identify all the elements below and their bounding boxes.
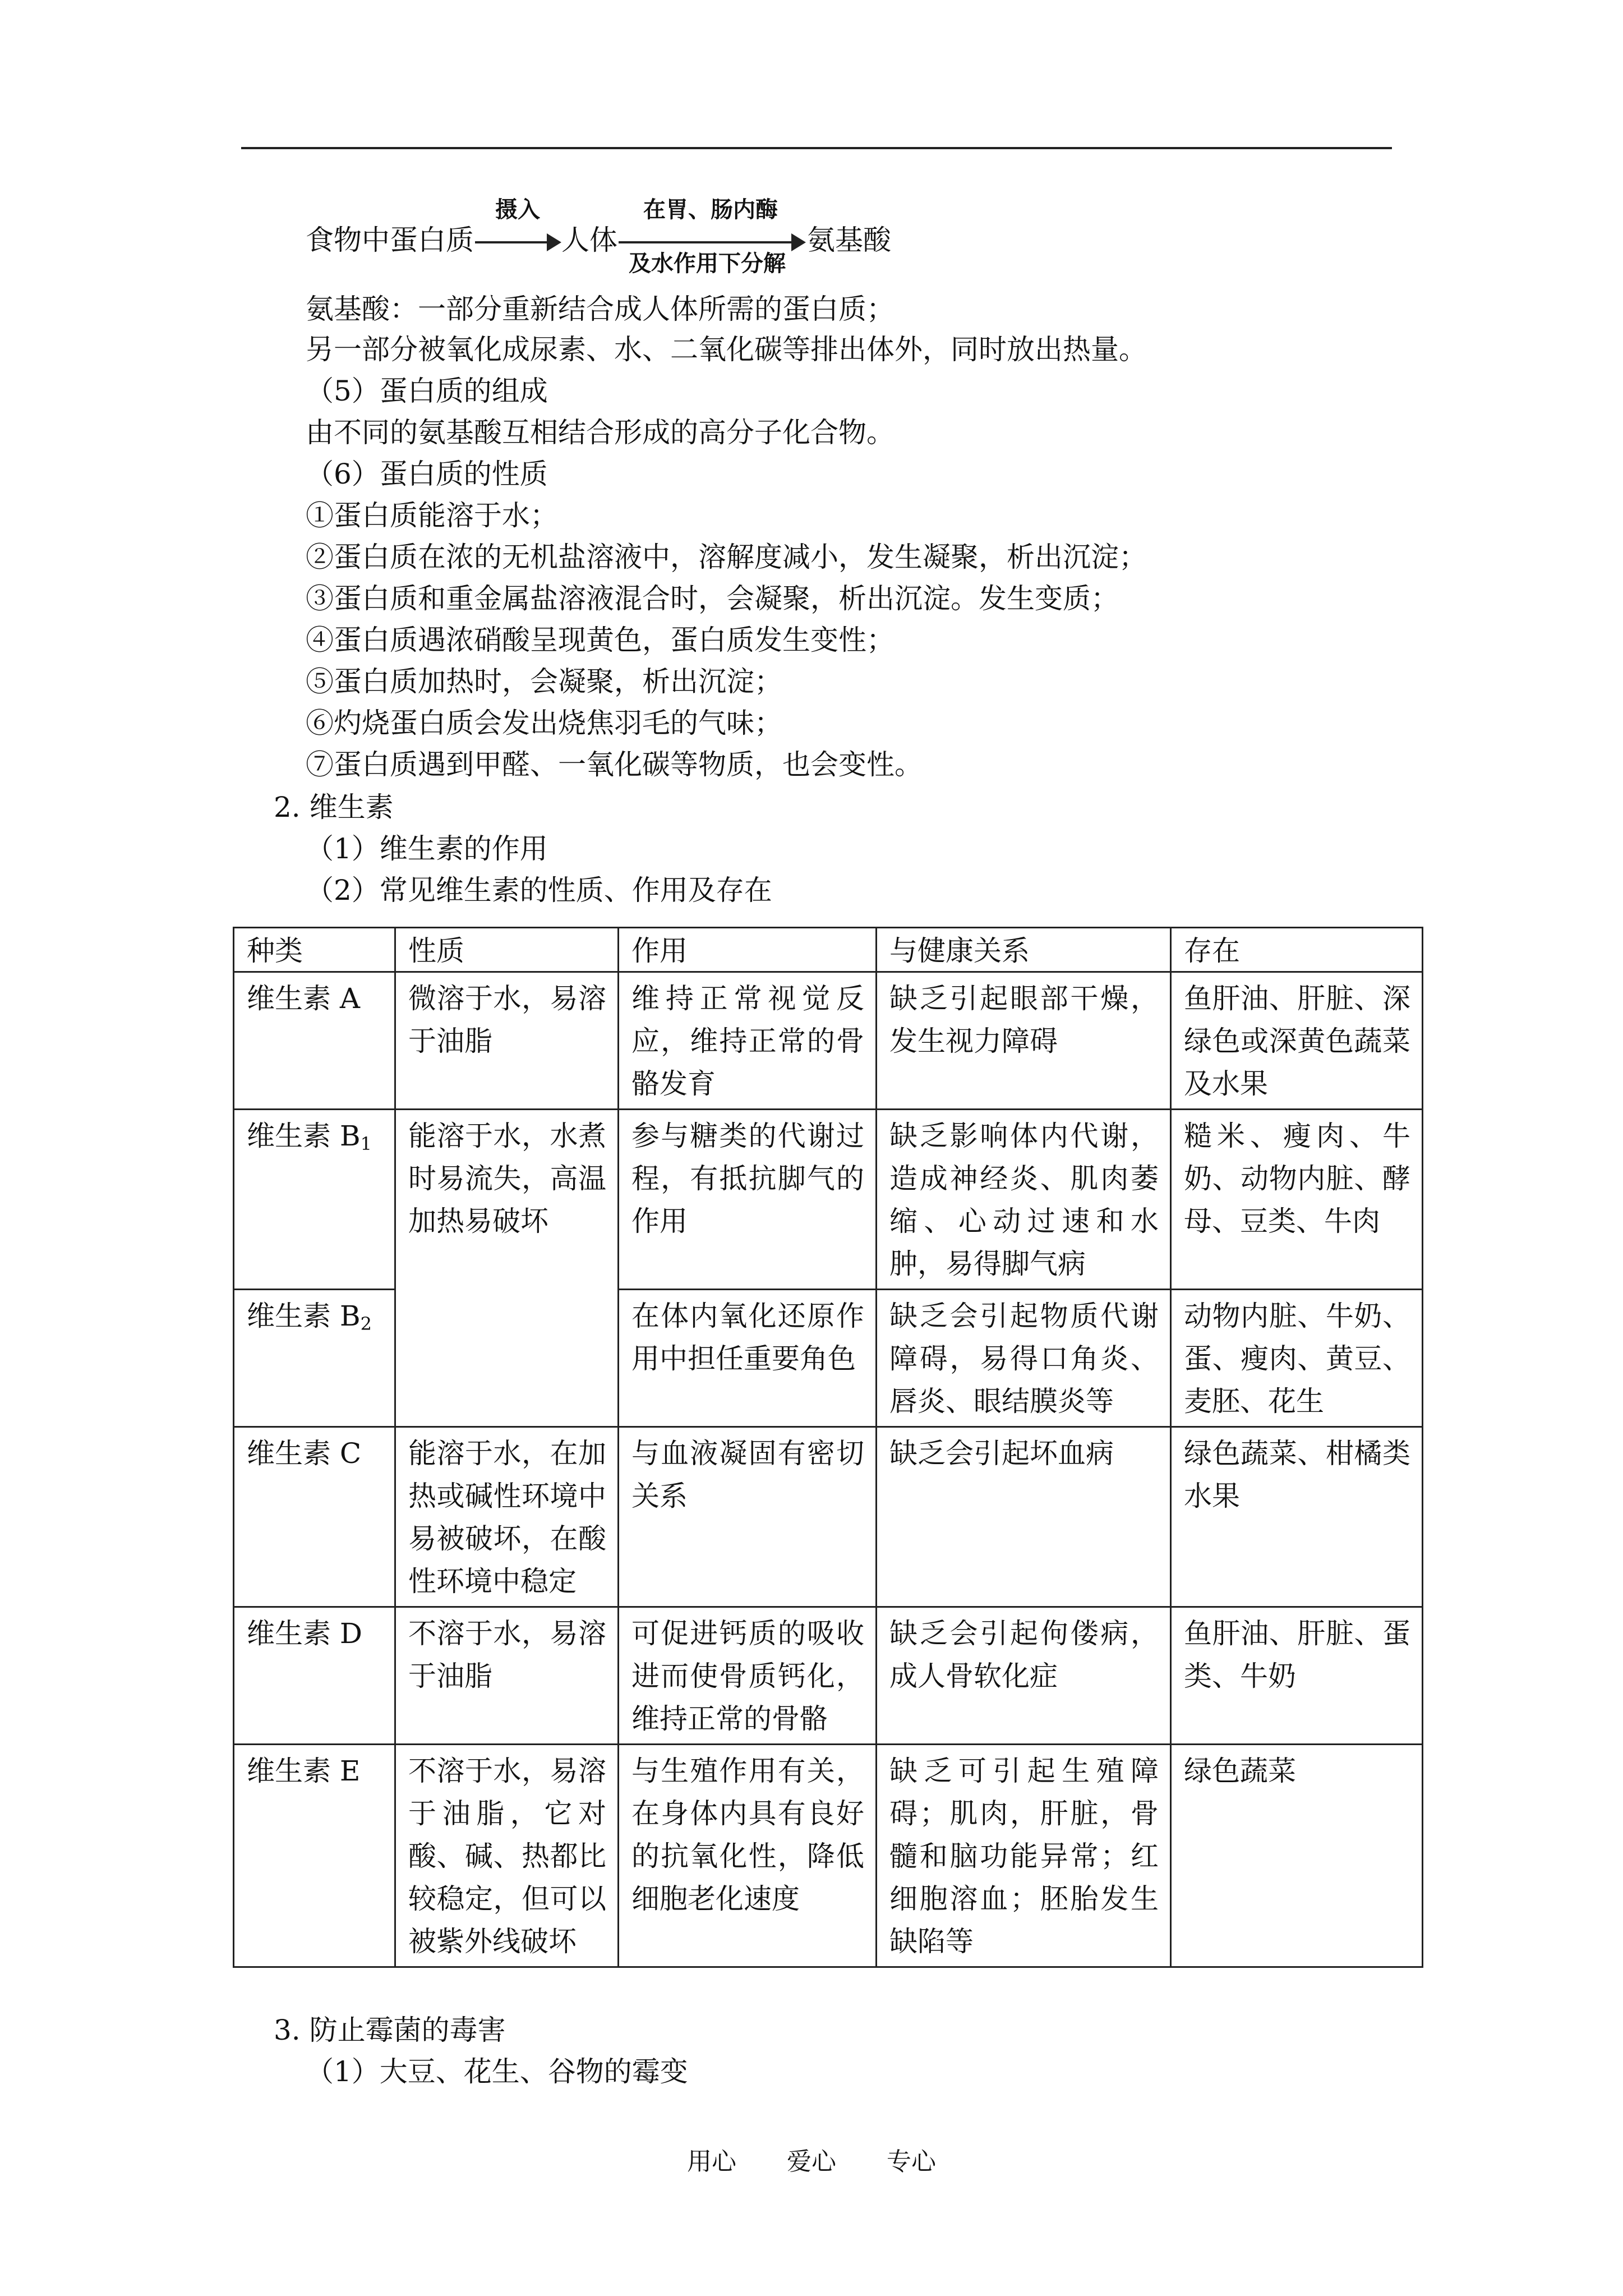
vitamin-kind: 维生素 C xyxy=(234,1427,395,1607)
vitamin-kind xyxy=(234,1290,395,1427)
text-line: 由不同的氨基酸互相结合形成的高分子化合物。 xyxy=(306,416,895,449)
footer-word: 用心 xyxy=(687,2147,736,2176)
reaction-middle: 人体 xyxy=(561,224,617,256)
reaction-arrow-1 xyxy=(475,241,559,243)
vitamin-health: 缺乏会引起佝偻病，成人骨软化症 xyxy=(877,1607,1171,1745)
vitamin-kind xyxy=(234,1110,395,1290)
vitamin-function: 与血液凝固有密切关系 xyxy=(619,1427,877,1607)
vitamin-table xyxy=(233,927,1423,1968)
reaction-product: 氨基酸 xyxy=(807,224,891,256)
table-row xyxy=(234,1110,1423,1290)
vitamin-function: 与生殖作用有关，在身体内具有良好的抗氧化性，降低细胞老化速度 xyxy=(619,1745,877,1967)
vitamin-property: 不溶于水，易溶于油脂 xyxy=(395,1607,619,1745)
table-header-cell: 存在 xyxy=(1171,928,1423,972)
reaction-source: 食物中蛋白质 xyxy=(306,224,474,256)
vitamin-property: 不溶于水，易溶于油脂，它对酸、碱、热都比较稳定，但可以被紫外线破坏 xyxy=(395,1745,619,1967)
section-heading: （2）常见维生素的性质、作用及存在 xyxy=(306,874,772,907)
vitamin-kind: 维生素 A xyxy=(234,972,395,1110)
text-line: 氨基酸：一部分重新结合成人体所需的蛋白质； xyxy=(306,293,895,325)
vitamin-kind-subscript: 1 xyxy=(360,1133,372,1154)
vitamin-health: 缺乏会引起坏血病 xyxy=(877,1427,1171,1607)
vitamin-kind-subscript: 2 xyxy=(360,1313,372,1335)
vitamin-property: 能溶于水，在加热或碱性环境中易被破坏，在酸性环境中稳定 xyxy=(395,1427,619,1607)
table-row xyxy=(234,1607,1423,1745)
vitamin-health: 缺乏引起眼部干燥，发生视力障碍 xyxy=(877,972,1171,1110)
table-row xyxy=(234,972,1423,1110)
vitamin-kind: 维生素 E xyxy=(234,1745,395,1967)
table-header-cell: 作用 xyxy=(619,928,877,972)
footer-word: 爱心 xyxy=(787,2147,836,2176)
table-header-cell: 种类 xyxy=(234,928,395,972)
vitamin-source: 糙米、瘦肉、牛奶、动物内脏、酵母、豆类、牛肉 xyxy=(1171,1110,1423,1290)
reaction-step2-label-bottom: 及水作用下分解 xyxy=(629,251,786,277)
reaction-step2-label-top: 在胃、肠内酶 xyxy=(643,197,778,223)
vitamin-kind-text: 维生素 B xyxy=(247,1120,361,1152)
list-item: ②蛋白质在浓的无机盐溶液中，溶解度减小，发生凝聚，析出沉淀； xyxy=(306,541,1147,573)
list-item: ①蛋白质能溶于水； xyxy=(306,499,558,532)
section-heading: （5）蛋白质的组成 xyxy=(306,375,548,407)
vitamin-source: 动物内脏、牛奶、蛋、瘦肉、黄豆、麦胚、花生 xyxy=(1171,1290,1423,1427)
vitamin-function: 参与糖类的代谢过程，有抵抗脚气的作用 xyxy=(619,1110,877,1290)
vitamin-function: 可促进钙质的吸收进而使骨质钙化，维持正常的骨骼 xyxy=(619,1607,877,1745)
reaction-step1-label: 摄入 xyxy=(495,197,540,223)
page-footer xyxy=(0,2147,1623,2176)
vitamin-function: 维持正常视觉反应，维持正常的骨骼发育 xyxy=(619,972,877,1110)
section-heading: （1）维生素的作用 xyxy=(306,832,548,865)
section-heading: （1）大豆、花生、谷物的霉变 xyxy=(306,2055,688,2088)
list-item: ⑤蛋白质加热时，会凝聚，析出沉淀； xyxy=(306,665,782,698)
list-item: ⑦蛋白质遇到甲醛、一氧化碳等物质，也会变性。 xyxy=(306,748,923,781)
table-header-row xyxy=(234,928,1423,972)
vitamin-source: 绿色蔬菜 xyxy=(1171,1745,1423,1967)
table-header-cell: 性质 xyxy=(395,928,619,972)
vitamin-health: 缺乏可引起生殖障碍；肌肉，肝脏，骨髓和脑功能异常；红细胞溶血；胚胎发生缺陷等 xyxy=(877,1745,1171,1967)
section-heading: 2. 维生素 xyxy=(274,791,394,823)
vitamin-health: 缺乏影响体内代谢，造成神经炎、肌肉萎缩、心动过速和水肿，易得脚气病 xyxy=(877,1110,1171,1290)
header-rule xyxy=(241,147,1392,149)
vitamin-property: 微溶于水，易溶于油脂 xyxy=(395,972,619,1110)
vitamin-source: 鱼肝油、肝脏、深绿色或深黄色蔬菜及水果 xyxy=(1171,972,1423,1110)
vitamin-property: 能溶于水，水煮时易流失，高温加热易破坏 xyxy=(395,1110,619,1427)
list-item: ⑥灼烧蛋白质会发出烧焦羽毛的气味； xyxy=(306,707,782,739)
reaction-arrow-2 xyxy=(619,241,804,243)
text-line: 另一部分被氧化成尿素、水、二氧化碳等排出体外，同时放出热量。 xyxy=(306,333,1147,366)
table-row xyxy=(234,1745,1423,1967)
protein-digestion-equation xyxy=(306,178,1091,307)
vitamin-kind-text: 维生素 B xyxy=(247,1300,361,1332)
vitamin-health: 缺乏会引起物质代谢障碍，易得口角炎、唇炎、眼结膜炎等 xyxy=(877,1290,1171,1427)
section-heading: 3. 防止霉菌的毒害 xyxy=(274,2014,506,2046)
list-item: ③蛋白质和重金属盐溶液混合时，会凝聚，析出沉淀。发生变质； xyxy=(306,582,1119,615)
footer-word: 专心 xyxy=(887,2147,936,2176)
vitamin-source: 鱼肝油、肝脏、蛋类、牛奶 xyxy=(1171,1607,1423,1745)
list-item: ④蛋白质遇浓硝酸呈现黄色，蛋白质发生变性； xyxy=(306,624,895,656)
vitamin-source: 绿色蔬菜、柑橘类水果 xyxy=(1171,1427,1423,1607)
table-row xyxy=(234,1427,1423,1607)
section-heading: （6）蛋白质的性质 xyxy=(306,458,548,490)
vitamin-kind: 维生素 D xyxy=(234,1607,395,1745)
table-header-cell: 与健康关系 xyxy=(877,928,1171,972)
vitamin-function: 在体内氧化还原作用中担任重要角色 xyxy=(619,1290,877,1427)
